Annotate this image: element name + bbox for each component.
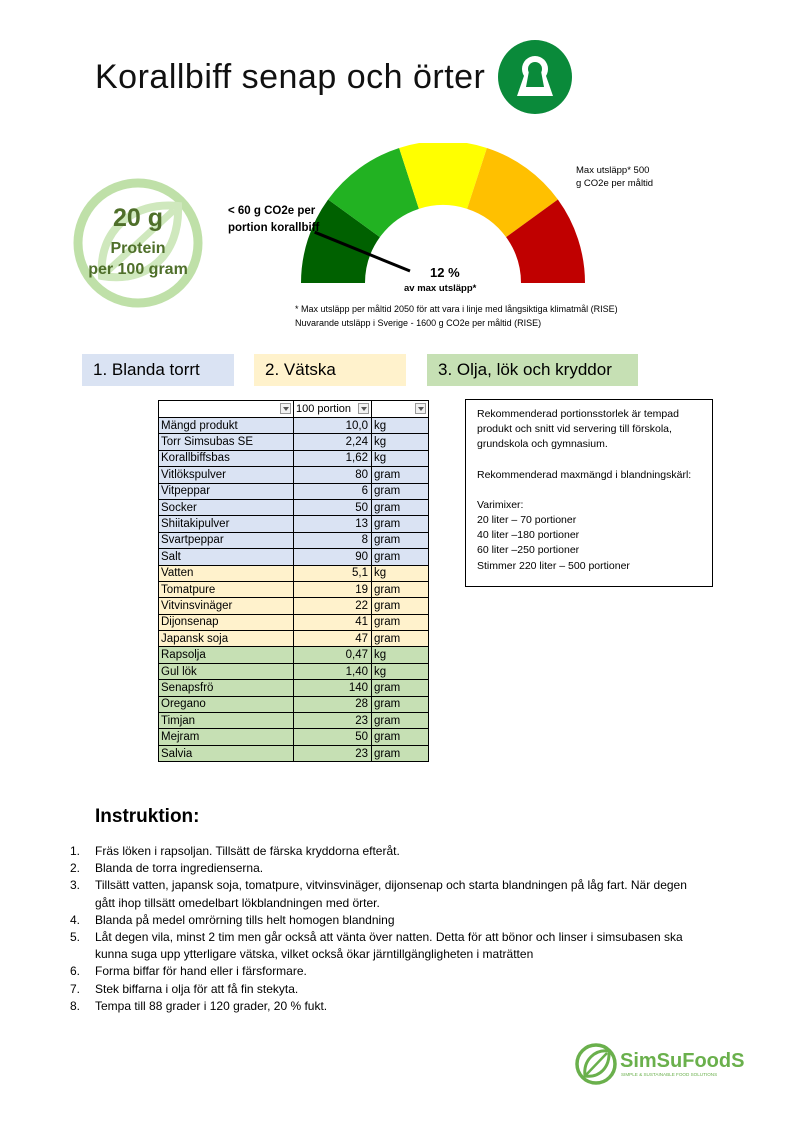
instruction-step: 7. Stek biffarna i olja för att få fin stekyta. (70, 981, 299, 996)
instruction-step: 6. Forma biffar för hand eller i färsformare. (70, 964, 307, 979)
recommendation-box (465, 399, 713, 587)
ingredient-amount: 6 (294, 483, 372, 499)
ingredient-unit: gram (372, 499, 429, 515)
ingredient-name: Shiitakipulver (159, 516, 294, 532)
ingredient-unit: kg (372, 434, 429, 450)
ingredient-amount: 47 (294, 631, 372, 647)
table-row (159, 483, 429, 499)
table-row (159, 631, 429, 647)
instructions-list (70, 843, 710, 1015)
header-cell-unit[interactable] (372, 401, 429, 418)
ingredient-unit: gram (372, 581, 429, 597)
table-row (159, 663, 429, 679)
ingredient-unit: gram (372, 598, 429, 614)
instruction-step: 3. Tillsätt vatten, japansk soja, tomatpure, vitvinsvinäger, dijonsenap och starta blandningen på låg fart. När degen gått ihop tillsätt omedelbart lökblandningen med örter. (70, 878, 687, 910)
table-row (159, 499, 429, 515)
table-row (159, 598, 429, 614)
keyhole-icon (498, 40, 572, 114)
table-row (159, 581, 429, 597)
table-row (159, 467, 429, 483)
ingredient-name: Vitpeppar (159, 483, 294, 499)
ingredient-amount: 1,40 (294, 663, 372, 679)
instruction-step: 2. Blanda de torra ingredienserna. (70, 861, 264, 876)
table-header-row (159, 401, 429, 418)
recommendation-text: Rekommenderad portionsstorlek är tempad produkt och snitt vid servering till förskola, grundskola och gymnasium. (477, 408, 679, 451)
dropdown-icon[interactable] (415, 403, 426, 414)
ingredient-unit: gram (372, 696, 429, 712)
protein-label (68, 238, 208, 280)
gauge-note-2: Nuvarande utsläpp i Sverige - 1600 g CO2e per måltid (RISE) (295, 318, 542, 328)
category-oil-onion-spices: 3. Olja, lök och kryddor (427, 354, 638, 386)
ingredient-unit: kg (372, 418, 429, 434)
ingredient-amount: 50 (294, 499, 372, 515)
ingredient-amount: 5,1 (294, 565, 372, 581)
table-row (159, 680, 429, 696)
instruction-step: 8. Tempa till 88 grader i 120 grader, 20 % fukt. (70, 998, 328, 1013)
simsufoods-logo (575, 1040, 745, 1088)
table-row (159, 516, 429, 532)
ingredient-name: Mängd produkt (159, 418, 294, 434)
ingredient-unit: gram (372, 729, 429, 745)
ingredient-unit: gram (372, 680, 429, 696)
ingredient-unit: kg (372, 450, 429, 466)
table-row (159, 745, 429, 761)
table-row (159, 565, 429, 581)
ingredient-unit: gram (372, 614, 429, 630)
instruction-step: 4. Blanda på medel omrörning tills helt homogen blandning (70, 912, 395, 927)
ingredient-name: Socker (159, 499, 294, 515)
header-cell-name[interactable] (159, 401, 294, 418)
ingredient-unit: gram (372, 532, 429, 548)
ingredient-name: Japansk soja (159, 631, 294, 647)
ingredient-amount: 50 (294, 729, 372, 745)
table-row (159, 450, 429, 466)
table-row (159, 696, 429, 712)
protein-label-line2: per 100 gram (88, 261, 188, 278)
ingredient-name: Salvia (159, 745, 294, 761)
instruction-step: 5. Låt degen vila, minst 2 tim men går också att vänta över natten. Detta för att bönor och linser i simsubasen ska kunna suga upp ytterligare vätska, vilket också ökar järntillgängligheten i maträtten (70, 930, 683, 962)
gauge-note-1: * Max utsläpp per måltid 2050 för att vara i linje med långsiktiga klimatmål (RISE) (295, 304, 618, 314)
protein-badge (68, 176, 208, 310)
logo-name: SimSuFoodS (620, 1050, 745, 1072)
mixer-item: 20 liter – 70 portioner (477, 514, 577, 527)
ingredient-unit: gram (372, 467, 429, 483)
ingredient-name: Svartpeppar (159, 532, 294, 548)
ingredient-amount: 140 (294, 680, 372, 696)
ingredient-name: Vatten (159, 565, 294, 581)
ingredient-amount: 41 (294, 614, 372, 630)
ingredient-unit: kg (372, 565, 429, 581)
instructions-heading: Instruktion: (95, 806, 200, 827)
ingredient-name: Gul lök (159, 663, 294, 679)
table-row (159, 434, 429, 450)
ingredient-name: Senapsfrö (159, 680, 294, 696)
category-liquid: 2. Vätska (254, 354, 406, 386)
ingredient-amount: 23 (294, 713, 372, 729)
max-emission-label: Max utsläpp* 500 g CO2e per måltid (576, 165, 654, 189)
ingredient-name: Rapsolja (159, 647, 294, 663)
ingredient-unit: gram (372, 631, 429, 647)
ingredient-amount: 2,24 (294, 434, 372, 450)
table-row (159, 549, 429, 565)
table-row (159, 418, 429, 434)
ingredient-unit: gram (372, 549, 429, 565)
protein-amount: 20 g (112, 204, 164, 232)
ingredient-name: Korallbiffsbas (159, 450, 294, 466)
table-row (159, 729, 429, 745)
ingredient-amount: 0,47 (294, 647, 372, 663)
ingredient-amount: 13 (294, 516, 372, 532)
logo-tagline: SIMPLE & SUSTAINABLE FOOD SOLUTIONS (621, 1072, 718, 1077)
mixer-title: Varimixer: (477, 498, 524, 511)
dropdown-icon[interactable] (280, 403, 291, 414)
category-dry: 1. Blanda torrt (82, 354, 234, 386)
table-row (159, 532, 429, 548)
low-emission-label: < 60 g CO2e per portion korallbiff (228, 205, 320, 234)
ingredient-unit: gram (372, 516, 429, 532)
ingredient-amount: 90 (294, 549, 372, 565)
table-row (159, 647, 429, 663)
ingredient-unit: gram (372, 483, 429, 499)
ingredient-unit: gram (372, 713, 429, 729)
ingredient-name: Vitlökspulver (159, 467, 294, 483)
ingredient-amount: 19 (294, 581, 372, 597)
mixer-item: 60 liter –250 portioner (477, 544, 580, 557)
recommendation-max-text: Rekommenderad maxmängd i blandningskärl: (477, 468, 692, 481)
ingredient-name: Dijonsenap (159, 614, 294, 630)
mixer-item: 40 liter –180 portioner (477, 529, 580, 542)
page-title: Korallbiff senap och örter (95, 58, 486, 96)
instruction-step: 1. Fräs löken i rapsoljan. Tillsätt de färska kryddorna efteråt. (70, 844, 400, 858)
ingredient-name: Oregano (159, 696, 294, 712)
ingredient-amount: 10,0 (294, 418, 372, 434)
ingredient-amount: 23 (294, 745, 372, 761)
ingredient-amount: 22 (294, 598, 372, 614)
table-row (159, 713, 429, 729)
ingredient-table (158, 400, 429, 762)
ingredient-amount: 1,62 (294, 450, 372, 466)
protein-label-line1: Protein (110, 240, 166, 257)
ingredient-name: Timjan (159, 713, 294, 729)
header-cell-portion[interactable]: 100 portion (294, 401, 372, 418)
ingredient-unit: gram (372, 745, 429, 761)
emission-percent: 12 % (430, 265, 460, 280)
table-row (159, 614, 429, 630)
ingredient-amount: 28 (294, 696, 372, 712)
ingredient-amount: 80 (294, 467, 372, 483)
ingredient-name: Tomatpure (159, 581, 294, 597)
ingredient-unit: kg (372, 663, 429, 679)
ingredient-unit: kg (372, 647, 429, 663)
ingredient-name: Salt (159, 549, 294, 565)
mixer-item: Stimmer 220 liter – 500 portioner (477, 559, 630, 572)
ingredient-name: Vitvinsvinäger (159, 598, 294, 614)
ingredient-name: Torr Simsubas SE (159, 434, 294, 450)
dropdown-icon[interactable] (358, 403, 369, 414)
ingredient-name: Mejram (159, 729, 294, 745)
ingredient-amount: 8 (294, 532, 372, 548)
emission-percent-label: av max utsläpp* (404, 283, 477, 294)
